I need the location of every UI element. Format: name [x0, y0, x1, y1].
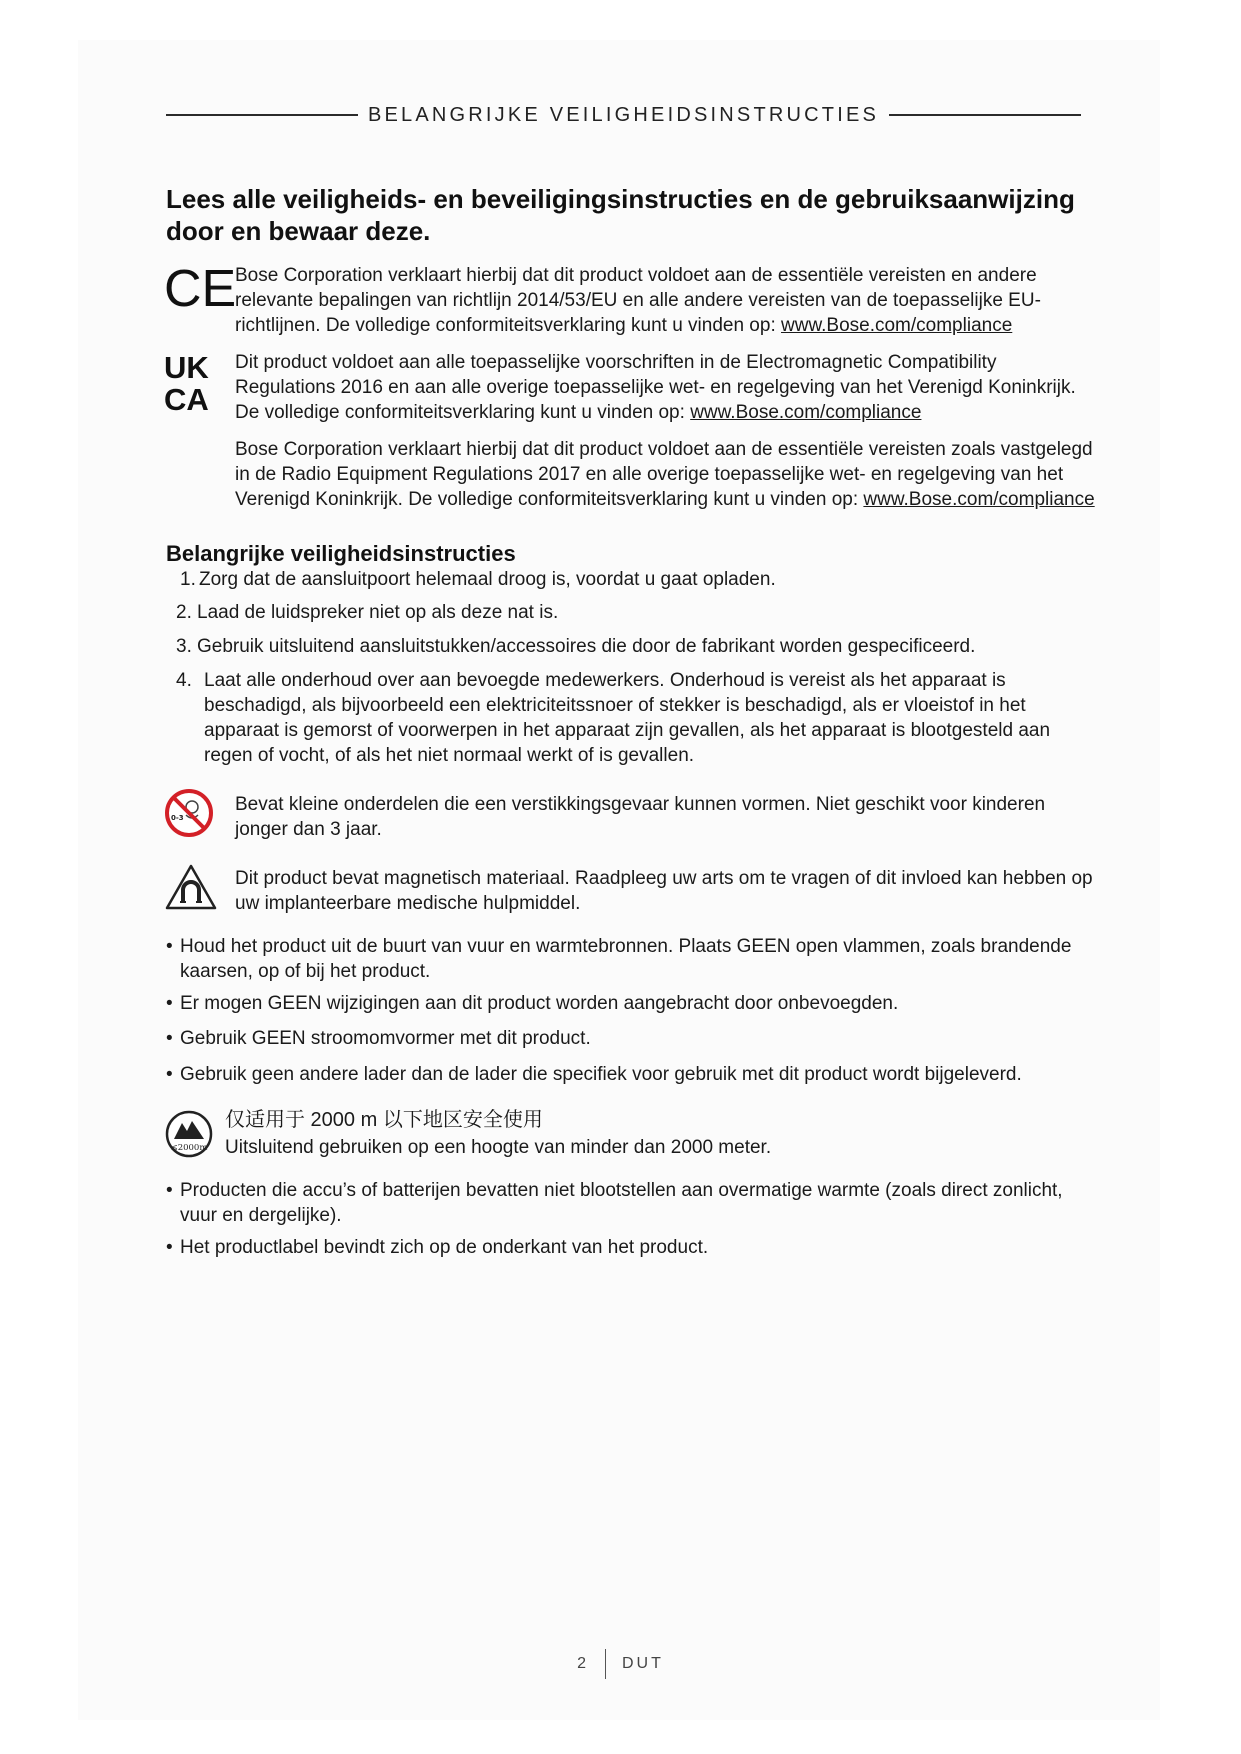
ce-paragraph	[235, 263, 1095, 338]
bullet-item: • Producten die accu’s of batterijen bevatten niet blootstellen aan overmatige warmte (zoals direct zonlicht, vuur en dergelijke).	[166, 1180, 1063, 1226]
list-item	[176, 600, 1076, 625]
magnet-text: Dit product bevat magnetisch materiaal. Raadpleeg uw arts om te vragen of dit invloed kan hebben op uw implanteerbare medische hulpmiddel.	[235, 868, 1093, 914]
page-footer	[0, 1648, 1241, 1680]
ukca-compliance-link[interactable]: www.Bose.com/compliance	[690, 402, 922, 423]
bullet-item: • Gebruik GEEN stroomomvormer met dit product.	[166, 1028, 591, 1049]
altitude-limit-icon	[164, 1109, 214, 1164]
ukca-paragraph	[235, 350, 1095, 425]
magnet-warning-icon	[164, 863, 218, 916]
bullet-item: • Houd het product uit de buurt van vuur en warmtebronnen. Plaats GEEN open vlammen, zoals brandende kaarsen, op of bij het product.	[166, 936, 1072, 982]
bullet-item: • Het productlabel bevindt zich op de onderkant van het product.	[166, 1237, 709, 1258]
bullet-item: • Er mogen GEEN wijzigingen aan dit product worden aangebracht door onbevoegden.	[166, 993, 899, 1014]
header-title: BELANGRIJKE VEILIGHEIDSINSTRUCTIES	[367, 103, 880, 126]
header-rule-left	[166, 114, 358, 116]
ukca-text: Dit product voldoet aan alle toepasselijke voorschriften in de Electromagnetic Compatibility Regulations 2016 en aan alle overige toepasselijke wet- en regelgeving van het Verenigd Koninkrijk. De volledige conformiteitsverklaring kunt u vinden op:	[235, 352, 1076, 423]
list-text: Laat alle onderhoud over aan bevoegde medewerkers. Onderhoud is vereist als het apparaat is beschadigd, als bijvoorbeeld een elektriciteitssnoer of stekker is beschadigd, als er vloeistof in het apparaat is gemorst of voorwerpen in het apparaat zijn gevallen, als het apparaat is blootgesteld aan regen of vocht, of als het niet normaal werkt of is gevallen.	[204, 670, 1051, 766]
radio-paragraph	[235, 437, 1095, 512]
list-number: 1.	[180, 569, 196, 590]
bullet-item: • Gebruik geen andere lader dan de lader die specifiek voor gebruik met dit product wordt bijgeleverd.	[166, 1064, 1022, 1085]
list-number: 4.	[176, 670, 192, 691]
list-text: Zorg dat de aansluitpoort helemaal droog is, voordat u gaat opladen.	[199, 569, 776, 590]
list-item	[180, 567, 1080, 592]
ce-mark-icon	[164, 260, 237, 319]
language-code: DUT	[622, 1655, 664, 1672]
footer-divider	[605, 1649, 606, 1679]
safety-heading: Belangrijke veiligheidsinstructies	[166, 541, 516, 566]
ce-compliance-link[interactable]: www.Bose.com/compliance	[781, 315, 1013, 336]
ukca-mark-line2: CA	[164, 382, 209, 417]
page-number: 2	[577, 1655, 589, 1672]
list-item	[176, 668, 1086, 768]
intro-heading: Lees alle veiligheids- en beveiligingsinstructies en de gebruiksaanwijzing door en bewaar deze.	[166, 184, 1075, 246]
ce-mark-text: CE	[164, 260, 237, 318]
section-header	[166, 100, 1081, 130]
ce-text: Bose Corporation verklaart hierbij dat dit product voldoet aan de essentiële vereisten en andere relevante bepalingen van richtlijn 2014/53/EU en alle andere vereisten van de toepasselijke EU-richtlijnen. De volledige conformiteitsverklaring kunt u vinden op:	[235, 265, 1041, 336]
altitude-icon-label: ≤2000m	[170, 1143, 208, 1153]
choking-hazard-icon	[164, 788, 214, 843]
list-item	[176, 634, 1086, 659]
altitude-text: Uitsluitend gebruiken op een hoogte van minder dan 2000 meter.	[225, 1137, 772, 1158]
list-text: Gebruik uitsluitend aansluitstukken/accessoires die door de fabrikant worden gespecificeerd.	[197, 636, 976, 657]
list-number: 2.	[176, 602, 192, 623]
ukca-mark-line1: UK	[164, 350, 209, 385]
choking-text: Bevat kleine onderdelen die een verstikkingsgevaar kunnen vormen. Niet geschikt voor kinderen jonger dan 3 jaar.	[235, 794, 1046, 840]
radio-text: Bose Corporation verklaart hierbij dat dit product voldoet aan de essentiële vereisten zoals vastgelegd in de Radio Equipment Regulations 2017 en alle overige toepasselijke wet- en regelgeving van het Verenigd Koninkrijk. De volledige conformiteitsverklaring kunt u vinden op:	[235, 439, 1093, 510]
choking-icon-label: 0-3	[171, 814, 184, 822]
altitude-chinese-text: 仅适用于 2000 m 以下地区安全使用	[225, 1109, 543, 1131]
radio-compliance-link[interactable]: www.Bose.com/compliance	[863, 489, 1095, 510]
header-rule-right	[889, 114, 1081, 116]
list-text: Laad de luidspreker niet op als deze nat is.	[197, 602, 559, 623]
list-number: 3.	[176, 636, 192, 657]
ukca-mark-icon	[164, 350, 224, 417]
